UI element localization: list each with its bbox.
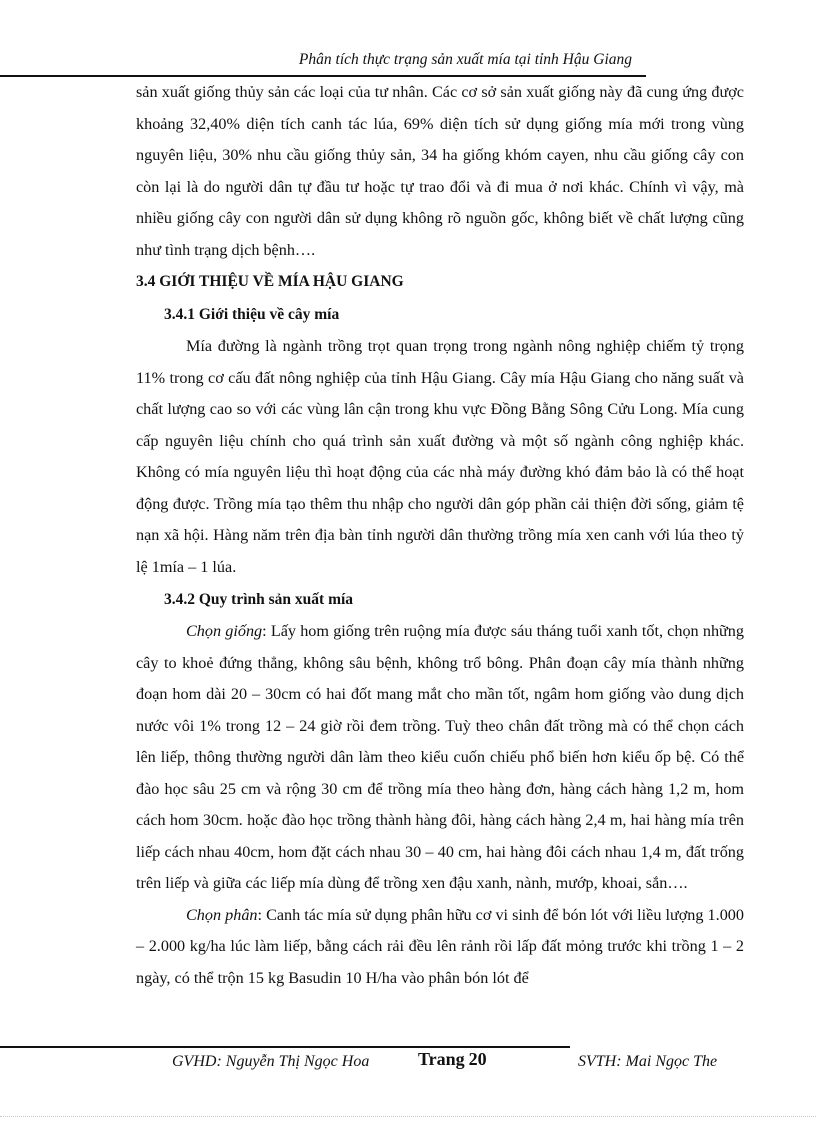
page-body (136, 77, 744, 994)
fertilizer-paragraph (136, 900, 744, 995)
fertilizer-label: Chọn phân (186, 905, 258, 924)
page-number: 20 (468, 1049, 487, 1069)
footer-supervisor: GVHD: Nguyễn Thị Ngọc Hoa (172, 1053, 370, 1070)
footer-page-number (414, 1049, 487, 1070)
footer-rule (0, 1046, 570, 1048)
seed-selection-text: : Lấy hom giống trên ruộng mía được sáu tháng tuổi xanh tốt, chọn những cây to khoẻ đứng thẳng, không sâu bệnh, không trổ bông. Phân đoạn cây mía thành những đoạn hom dài 20 – 30cm có hai đốt mang mắt cho mần tốt, ngâm hom giống vào dung dịch nước vôi 1% trong 12 – 24 giờ rồi đem trồng. Tuỳ theo chân đất trồng mà có thể chọn cách lên liếp, thông thường người dân làm theo kiểu cuốn chiếu phổ biến hơn kiểu ốp bệ. Có thể đào học sâu 25 cm và rộng 30 cm để trồng mía theo hàng đơn, hàng cách hàng 1,2 m, hom cách hom 30cm. hoặc đào học trồng thành hàng đôi, hàng cách hàng 2,4 m, hai hàng mía trên liếp cách nhau 40cm, hom đặt cách nhau 30 – 40 cm, hai hàng đôi cách nhau 1,4 m, đất trống trên liếp và giữa các liếp mía dùng để trồng xen đậu xanh, nành, mướp, khoai, sắn…. (136, 622, 744, 892)
page-footer (0, 1049, 816, 1079)
sugarcane-intro-paragraph: Mía đường là ngành trồng trọt quan trọng trong ngành nông nghiệp chiếm tỷ trọng 11% trong cơ cấu đất nông nghiệp của tỉnh Hậu Giang. Cây mía Hậu Giang cho năng suất và chất lượng cao so với các vùng lân cận trong khu vực Đồng Bằng Sông Cửu Long. Mía cung cấp nguyên liệu chính cho quá trình sản xuất đường và một số ngành công nghiệp khác. Không có mía nguyên liệu thì hoạt động của các nhà máy đường khó đảm bảo là có thể hoạt động được. Trồng mía tạo thêm thu nhập cho người dân góp phần cải thiện đời sống, giảm tệ nạn xã hội. Hàng năm trên địa bàn tỉnh người dân thường trồng mía xen canh với lúa theo tỷ lệ 1mía – 1 lúa. (136, 337, 744, 576)
fertilizer-text: : Canh tác mía sử dụng phân hữu cơ vi sinh để bón lót với liều lượng 1.000 – 2.000 kg/ha lúc làm liếp, bằng cách rải đều lên rảnh rồi lấp đất mỏng trước khi trồng 1 – 2 ngày, có thể trộn 15 kg Basudin 10 H/ha vào phân bón lót để (136, 905, 744, 987)
page-edge-divider (0, 1116, 816, 1117)
page-label: Trang (418, 1049, 465, 1069)
footer-student: SVTH: Mai Ngọc The (578, 1053, 718, 1070)
intro-paragraph: sản xuất giống thủy sản các loại của tư nhân. Các cơ sở sản xuất giống này đã cung ứng được khoảng 32,40% diện tích canh tác lúa, 69% diện tích sử dụng giống mía mới trong vùng nguyên liệu, 30% nhu cầu giống thủy sản, 34 ha giống khóm cayen, nhu cầu giống cây con còn lại là do người dân tự đầu tư hoặc tự trao đổi và đi mua ở nơi khác. Chính vì vậy, mà nhiều giống cây con người dân sử dụng không rõ nguồn gốc, không biết về chất lượng cũng như tình trạng dịch bệnh…. (136, 83, 744, 259)
seed-selection-label: Chọn giống (186, 622, 263, 640)
seed-selection-paragraph (136, 616, 744, 900)
subsection-heading-process: 3.4.2 Quy trình sản xuất mía (164, 591, 354, 608)
section-heading: 3.4 GIỚI THIỆU VỀ MÍA HẬU GIANG (136, 273, 404, 290)
running-header-title: Phân tích thực trạng sản xuất mía tại tỉnh Hậu Giang (298, 51, 632, 68)
subsection-heading-intro: 3.4.1 Giới thiệu về cây mía (164, 306, 340, 323)
